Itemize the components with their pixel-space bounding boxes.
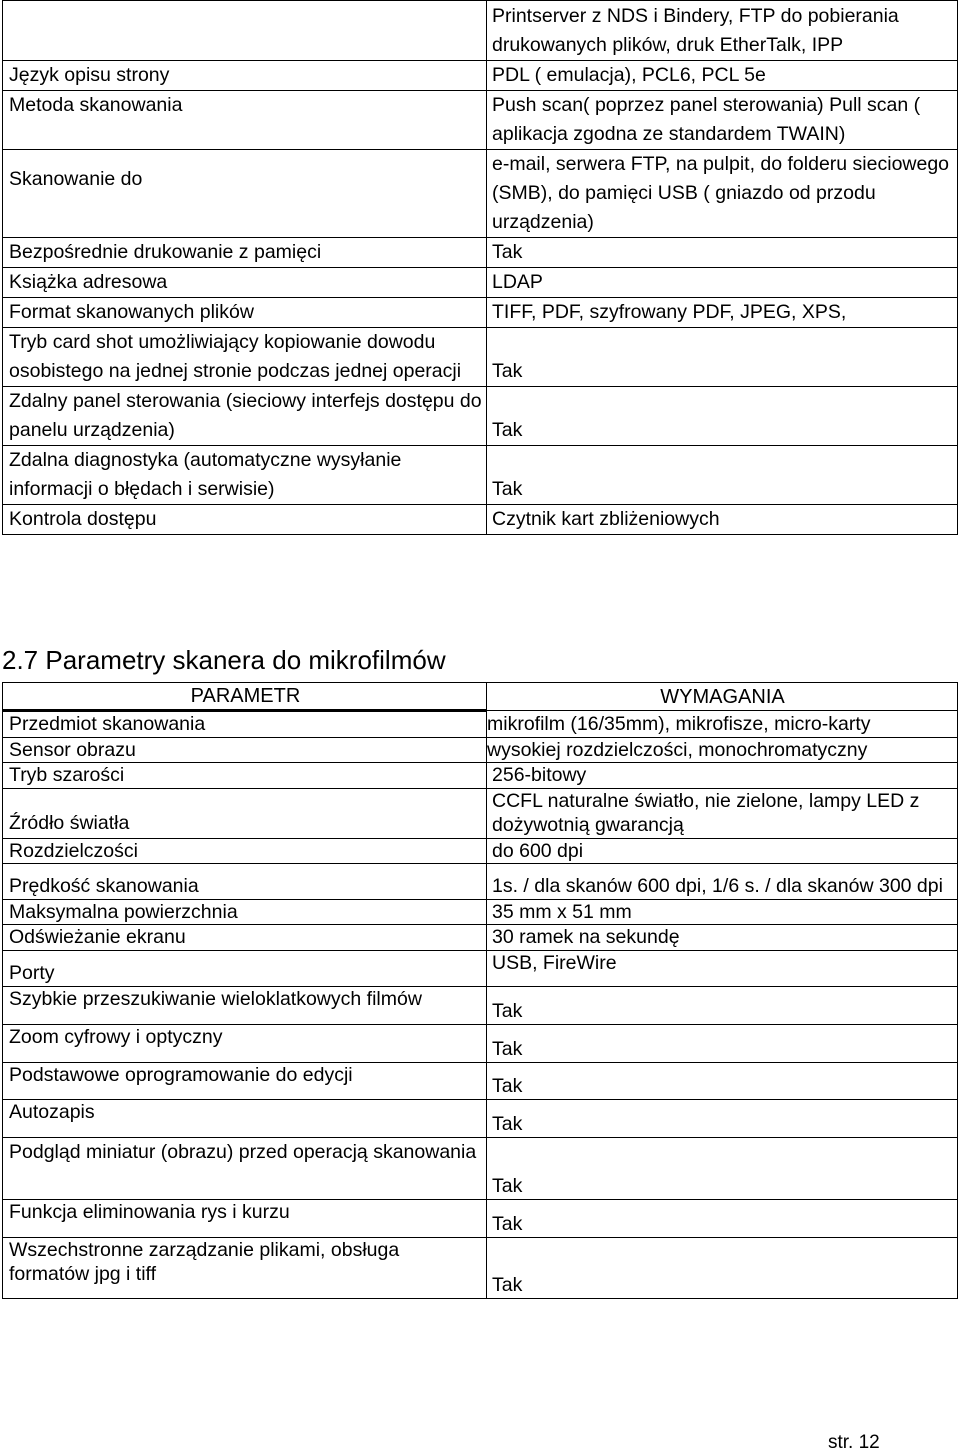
table-row (3, 238, 958, 268)
param-cell: Tryb card shot umożliwiający kopiowanie dowodu osobistego na jednej stronie podczas jednej operacji (3, 328, 487, 387)
param-cell: Skanowanie do (3, 150, 487, 238)
value-cell: mikrofilm (16/35mm), mikrofisze, micro-karty (487, 711, 958, 738)
table-row (3, 1, 958, 61)
param-cell: Szybkie przeszukiwanie wieloklatkowych filmów (3, 986, 487, 1024)
param-cell: Odświeżanie ekranu (3, 925, 487, 951)
param-cell: Przedmiot skanowania (3, 711, 487, 738)
table-row (3, 505, 958, 535)
param-cell: Funkcja eliminowania rys i kurzu (3, 1199, 487, 1237)
value-cell: do 600 dpi (487, 838, 958, 864)
table-row (3, 91, 958, 150)
table-row (3, 446, 958, 505)
param-cell: Podgląd miniatur (obrazu) przed operacją skanowania (3, 1137, 487, 1199)
value-cell: 35 mm x 51 mm (487, 899, 958, 925)
table-row (3, 328, 958, 387)
table-row (3, 1062, 958, 1099)
table-row (3, 150, 958, 238)
param-cell: Format skanowanych plików (3, 298, 487, 328)
table-row (3, 298, 958, 328)
value-cell: 30 ramek na sekundę (487, 925, 958, 951)
value-cell: Tak (487, 1237, 958, 1298)
column-header-param: PARAMETR (3, 683, 487, 711)
table-row (3, 1024, 958, 1062)
value-cell: Tak (487, 1137, 958, 1199)
value-cell: Tak (487, 238, 958, 268)
param-cell: Sensor obrazu (3, 737, 487, 763)
table-row (3, 864, 958, 900)
param-cell: Zoom cyfrowy i optyczny (3, 1024, 487, 1062)
param-cell: Język opisu strony (3, 61, 487, 91)
value-cell: Tak (487, 446, 958, 505)
section-heading: 2.7 Parametry skanera do mikrofilmów (2, 645, 446, 675)
table-row (3, 1099, 958, 1137)
value-cell: 1s. / dla skanów 600 dpi, 1/6 s. / dla skanów 300 dpi (487, 864, 958, 900)
param-cell: Wszechstronne zarządzanie plikami, obsługa formatów jpg i tiff (3, 1237, 487, 1298)
table-row (3, 986, 958, 1024)
value-cell: Tak (487, 1199, 958, 1237)
table-row (3, 268, 958, 298)
table-row (3, 763, 958, 789)
param-cell: Rozdzielczości (3, 838, 487, 864)
value-cell: Printserver z NDS i Bindery, FTP do pobierania drukowanych plików, druk EtherTalk, IPP (487, 1, 958, 61)
param-cell: Prędkość skanowania (3, 864, 487, 900)
value-cell: PDL ( emulacja), PCL6, PCL 5e (487, 61, 958, 91)
value-cell: TIFF, PDF, szyfrowany PDF, JPEG, XPS, (487, 298, 958, 328)
table-row (3, 950, 958, 986)
param-cell: Porty (3, 950, 487, 986)
table-row (3, 899, 958, 925)
value-cell: Tak (487, 1062, 958, 1099)
value-cell: Push scan( poprzez panel sterowania) Pull scan ( aplikacja zgodna ze standardem TWAIN) (487, 91, 958, 150)
table-row (3, 737, 958, 763)
value-cell: Tak (487, 1024, 958, 1062)
param-cell: Autozapis (3, 1099, 487, 1137)
table-row (3, 788, 958, 838)
param-cell: Tryb szarości (3, 763, 487, 789)
param-cell: Kontrola dostępu (3, 505, 487, 535)
value-cell: wysokiej rozdzielczości, monochromatyczny (487, 737, 958, 763)
table-header-row (3, 683, 958, 711)
param-cell: Maksymalna powierzchnia (3, 899, 487, 925)
param-cell: Zdalna diagnostyka (automatyczne wysyłanie informacji o błędach i serwisie) (3, 446, 487, 505)
value-cell: Czytnik kart zbliżeniowych (487, 505, 958, 535)
table-row (3, 1237, 958, 1298)
param-cell: Podstawowe oprogramowanie do edycji (3, 1062, 487, 1099)
value-cell: 256-bitowy (487, 763, 958, 789)
page-number: str. 12 (828, 1432, 880, 1453)
table-row (3, 711, 958, 738)
param-cell: Metoda skanowania (3, 91, 487, 150)
scanner-spec-table (2, 682, 958, 1299)
value-cell: CCFL naturalne światło, nie zielone, lampy LED z dożywotnią gwarancją (487, 788, 958, 838)
value-cell: Tak (487, 328, 958, 387)
value-cell: LDAP (487, 268, 958, 298)
table-row (3, 925, 958, 951)
table-row (3, 838, 958, 864)
value-cell: Tak (487, 1099, 958, 1137)
value-cell: Tak (487, 986, 958, 1024)
table-row (3, 61, 958, 91)
param-cell: Źródło światła (3, 788, 487, 838)
value-cell: e-mail, serwera FTP, na pulpit, do folderu sieciowego (SMB), do pamięci USB ( gniazdo od przodu urządzenia) (487, 150, 958, 238)
printer-spec-table (2, 0, 958, 535)
param-cell (3, 1, 487, 61)
table-row (3, 387, 958, 446)
table-row (3, 1199, 958, 1237)
param-cell: Bezpośrednie drukowanie z pamięci (3, 238, 487, 268)
column-header-value: WYMAGANIA (487, 683, 958, 711)
value-cell: Tak (487, 387, 958, 446)
table-row (3, 1137, 958, 1199)
param-cell: Zdalny panel sterowania (sieciowy interfejs dostępu do panelu urządzenia) (3, 387, 487, 446)
param-cell: Książka adresowa (3, 268, 487, 298)
value-cell: USB, FireWire (487, 950, 958, 986)
